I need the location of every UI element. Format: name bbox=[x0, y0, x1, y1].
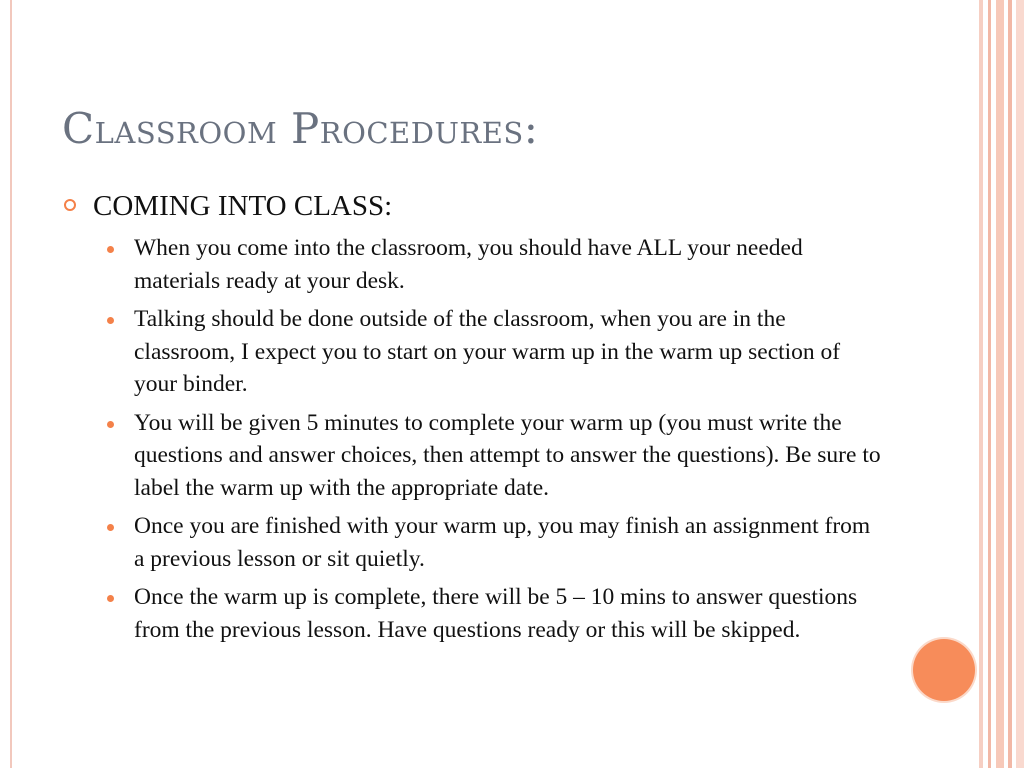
list-item bbox=[134, 232, 894, 297]
bullet-text: You will be given 5 minutes to complete your warm up (you must write the questions and answer choices, then attempt to answer the questions). Be sure to label the warm up with the appropriate date. bbox=[134, 409, 881, 501]
list-item bbox=[134, 510, 894, 575]
dot-bullet-icon bbox=[107, 595, 114, 602]
heading-item bbox=[64, 186, 894, 226]
list-item bbox=[134, 581, 894, 646]
bullet-list bbox=[64, 232, 894, 646]
dot-bullet-icon bbox=[107, 246, 114, 253]
decor-stripe bbox=[1016, 0, 1024, 768]
list-item bbox=[134, 303, 894, 401]
decor-stripe bbox=[979, 0, 983, 768]
decor-stripe bbox=[988, 0, 991, 768]
slide-title: Classroom Procedures: bbox=[62, 104, 539, 153]
list-item bbox=[134, 407, 894, 505]
bullet-text: When you come into the classroom, you should have ALL your needed materials ready at your desk. bbox=[134, 235, 803, 294]
dot-bullet-icon bbox=[107, 524, 114, 531]
dot-bullet-icon bbox=[107, 317, 114, 324]
bullet-text: Talking should be done outside of the classroom, when you are in the classroom, I expect you to start on your warm up in the warm up section of your binder. bbox=[134, 306, 841, 397]
ring-bullet-icon bbox=[64, 199, 76, 211]
dot-bullet-icon bbox=[107, 421, 114, 428]
bullet-text: Once you are finished with your warm up, you may finish an assignment from a previous lesson or sit quietly. bbox=[134, 513, 871, 572]
bullet-text: Once the warm up is complete, there will be 5 – 10 mins to answer questions from the previous lesson. Have questions ready or this will be skipped. bbox=[134, 584, 858, 643]
section-heading: COMING INTO CLASS: bbox=[93, 190, 393, 222]
decor-stripe bbox=[996, 0, 1004, 768]
decor-stripe bbox=[1008, 0, 1012, 768]
slide-content bbox=[64, 186, 894, 652]
decor-circle bbox=[913, 639, 975, 701]
